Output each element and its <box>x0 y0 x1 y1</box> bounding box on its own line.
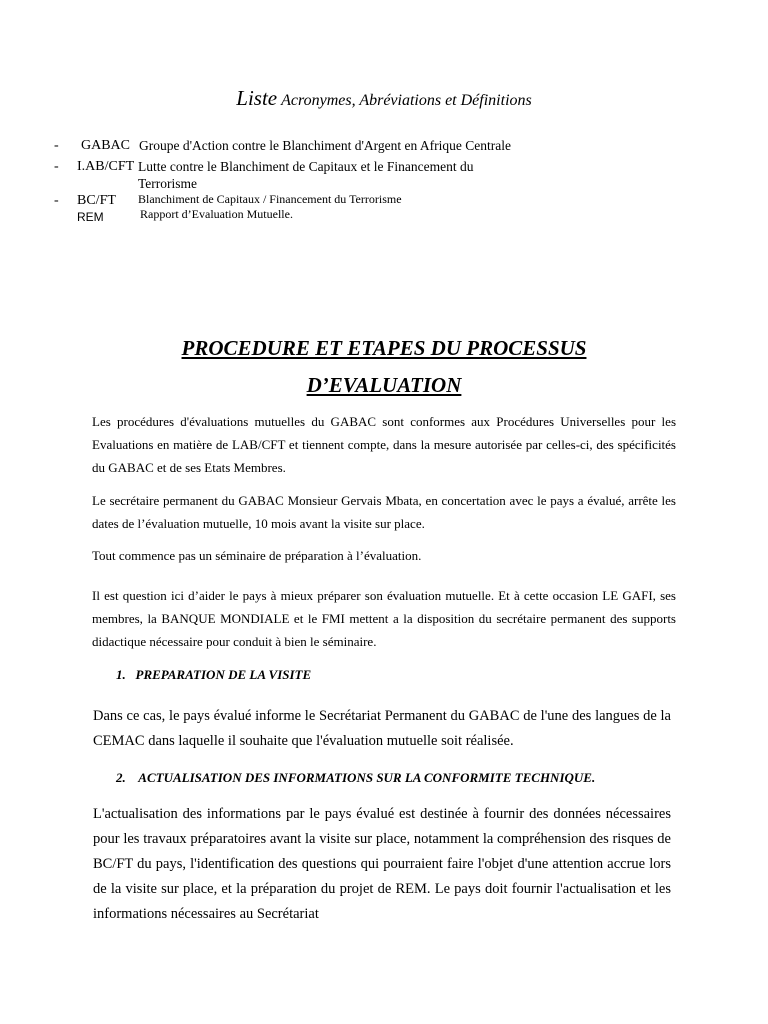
section-title: PREPARATION DE LA VISITE <box>135 667 312 682</box>
acronym-list-title <box>0 86 768 111</box>
acronym-definition-continued: Terrorisme <box>138 176 198 191</box>
main-title-line1: PROCEDURE ET ETAPES DU PROCESSUS <box>181 336 587 360</box>
acronym-abbr: I.AB/CFT <box>77 159 135 174</box>
section-title: ACTUALISATION DES INFORMATIONS SUR LA CONFORMITE TECHNIQUE. <box>138 770 596 785</box>
section-1-text: Dans ce cas, le pays évalué informe le Secrétariat Permanent du GABAC de l'une des langues de la CEMAC dans laquelle il souhaite que l'évaluation mutuelle soit réalisée. <box>93 708 671 749</box>
acronym-definition: Groupe d'Action contre le Blanchiment d'Argent en Afrique Centrale <box>139 138 512 153</box>
acronym-definition: Lutte contre le Blanchiment de Capitaux et le Financement du <box>138 159 474 174</box>
section-heading-2 <box>116 770 595 786</box>
section-heading-1 <box>116 667 311 683</box>
list-title-word: Liste <box>236 86 278 110</box>
list-bullet: - <box>54 159 59 174</box>
main-title-line2: D’EVALUATION <box>306 373 462 397</box>
acronym-abbr: GABAC <box>81 138 131 153</box>
section-number: 1. <box>116 667 126 682</box>
seminar-paragraph: Tout commence pas un séminaire de préparation à l’évaluation. <box>92 548 422 563</box>
acronym-definition: Rapport d’Evaluation Mutuelle. <box>140 207 293 221</box>
section-number: 2. <box>116 770 126 785</box>
list-bullet: - <box>54 138 59 153</box>
list-title-rest: Acronymes, Abréviations et Définitions <box>281 92 532 109</box>
list-bullet: - <box>54 193 59 208</box>
acronym-definition: Blanchiment de Capitaux / Financement du Terrorisme <box>138 192 402 206</box>
intro-paragraph: Les procédures d'évaluations mutuelles du GABAC sont conformes aux Procédures Universelles pour les Evaluations en matière de LAB/CFT et tiennent compte, dans la mesure autorisée par celles-ci, des spécificités du GABAC et de ses Etats Membres. <box>92 414 676 475</box>
secretary-paragraph: Le secrétaire permanent du GABAC Monsieur Gervais Mbata, en concertation avec le pays a évalué, arrête les dates de l’évaluation mutuelle, 10 mois avant la visite sur place. <box>92 493 676 531</box>
section-2-text: L'actualisation des informations par le pays évalué est destinée à fournir des données nécessaires pour les travaux préparatoires avant la visite sur place, notamment la compréhension des risques de BC/FT du pays, l'identification des questions qui pourraient faire l'objet d'une attention accrue lors de la visite sur place, et la préparation du projet de REM. Le pays doit fournir l'actualisation et les informations nécessaires au Secrétariat <box>93 806 671 922</box>
objective-paragraph: Il est question ici d’aider le pays à mieux préparer son évaluation mutuelle. Et à cette occasion LE GAFI, ses membres, la BANQUE MONDIALE et le FMI mettent a la disposition du secrétaire permanent des supports didactique nécessaire pour conduit à bien le séminaire. <box>92 588 676 649</box>
acronym-abbr: REM <box>77 210 104 224</box>
acronym-abbr: BC/FT <box>77 193 116 208</box>
